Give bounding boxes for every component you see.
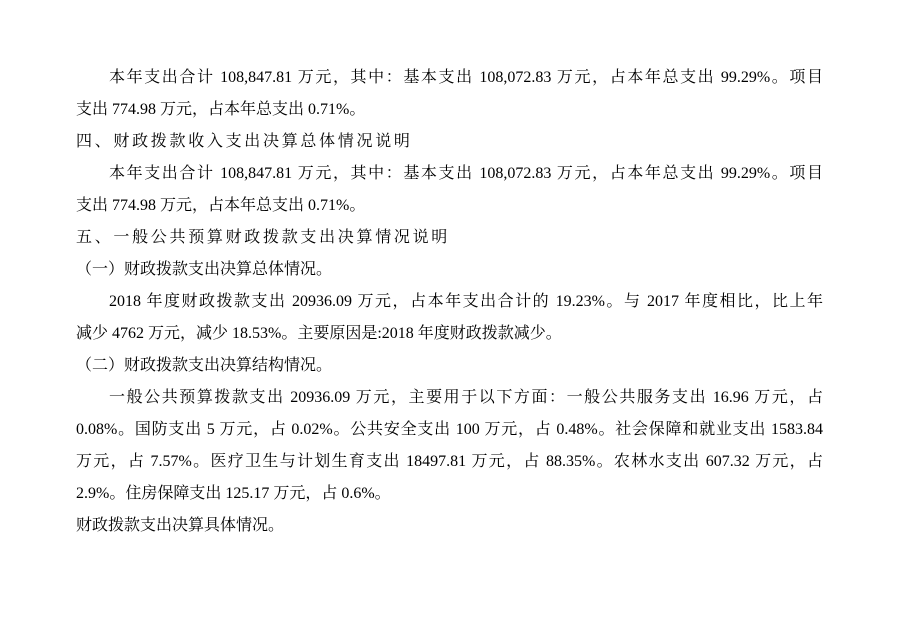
text-line: 五、一般公共预算财政拨款支出决算情况说明 bbox=[76, 229, 451, 246]
text-line: 减少 4762 万元，减少 18.53%。主要原因是:2018 年度财政拨款减少。 bbox=[76, 325, 562, 342]
text-line: （二）财政拨款支出决算结构情况。 bbox=[76, 357, 333, 374]
paragraph-fiscal-expenditure-detail-label bbox=[76, 510, 823, 542]
text-line: 2.9%。住房保障支出 125.17 万元，占 0.6%。 bbox=[76, 485, 391, 502]
text-line: 支出 774.98 万元，占本年总支出 0.71%。 bbox=[76, 101, 366, 118]
paragraph-section-5-sub-2-body bbox=[76, 382, 823, 510]
text-line: 本年支出合计 108,847.81 万元，其中：基本支出 108,072.83 万元，占本年总支出 99.29%。项目 bbox=[109, 69, 823, 86]
paragraph-section-4-expenditure-summary bbox=[76, 158, 823, 222]
text-line: 财政拨款支出决算具体情况。 bbox=[76, 517, 285, 534]
text-line: 2018 年度财政拨款支出 20936.09 万元，占本年支出合计的 19.23%。与 2017 年度相比，比上年 bbox=[109, 293, 823, 310]
text-line: 本年支出合计 108,847.81 万元，其中：基本支出 108,072.83 万元，占本年总支出 99.29%。项目 bbox=[109, 165, 823, 182]
text-line: （一）财政拨款支出决算总体情况。 bbox=[76, 261, 333, 278]
text-line: 万元，占 7.57%。医疗卫生与计划生育支出 18497.81 万元，占 88.35%。农林水支出 607.32 万元，占 bbox=[76, 453, 823, 470]
text-line: 0.08%。国防支出 5 万元，占 0.02%。公共安全支出 100 万元，占 0.48%。社会保障和就业支出 1583.84 bbox=[76, 421, 823, 438]
document-text-block bbox=[76, 62, 823, 542]
paragraph-section-5-sub-2-heading bbox=[76, 350, 823, 382]
paragraph-carryover-expenditure-summary bbox=[76, 62, 823, 126]
paragraph-section-5-sub-1-heading bbox=[76, 254, 823, 286]
text-line: 四、财政拨款收入支出决算总体情况说明 bbox=[76, 133, 413, 150]
paragraph-section-4-heading bbox=[76, 126, 823, 158]
paragraph-section-5-sub-1-body bbox=[76, 286, 823, 350]
text-line: 一般公共预算拨款支出 20936.09 万元，主要用于以下方面：一般公共服务支出 16.96 万元，占 bbox=[109, 389, 823, 406]
text-line: 支出 774.98 万元，占本年总支出 0.71%。 bbox=[76, 197, 366, 214]
paragraph-section-5-heading bbox=[76, 222, 823, 254]
